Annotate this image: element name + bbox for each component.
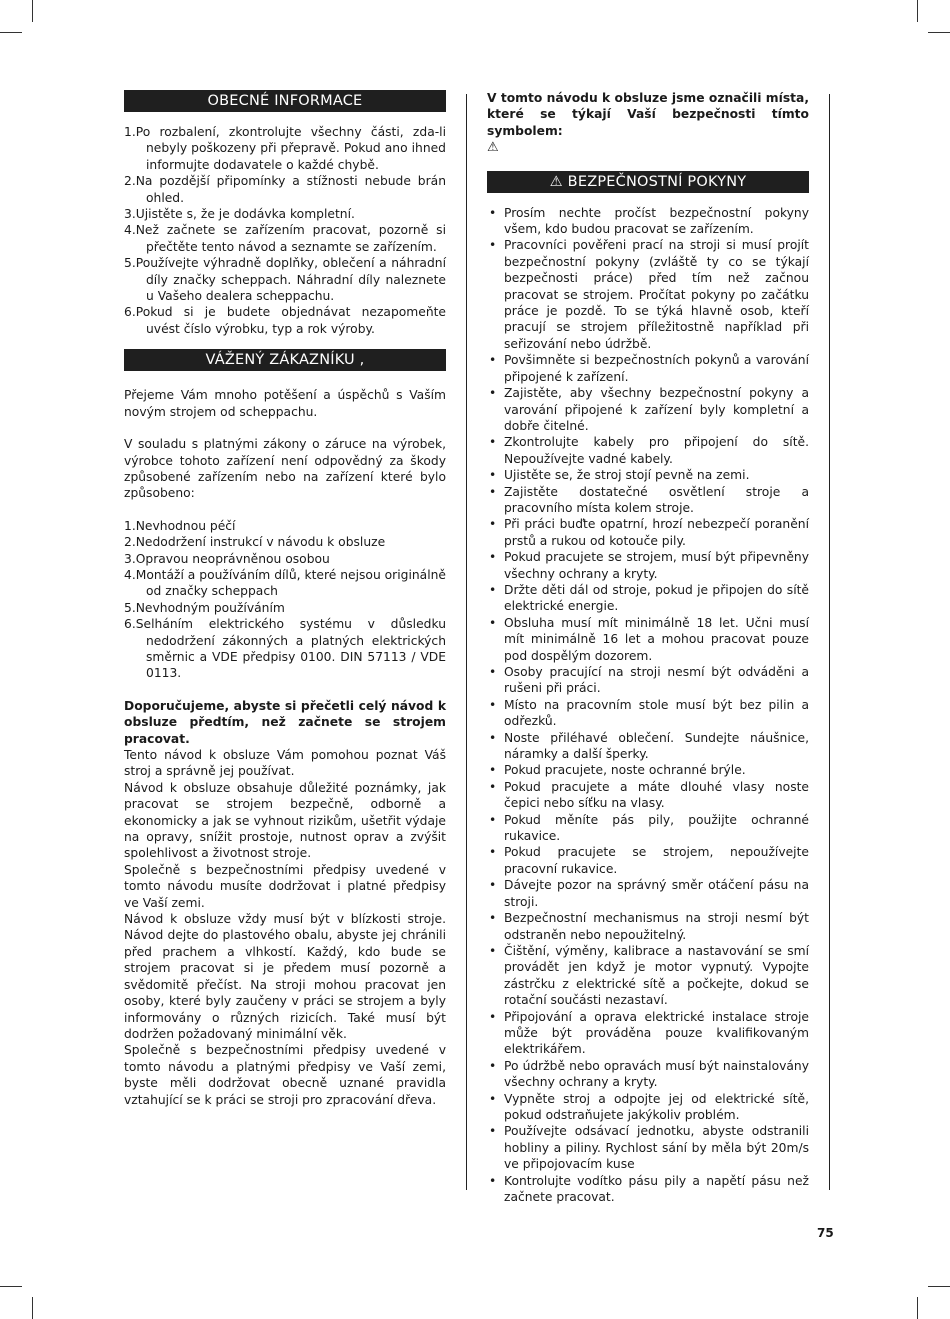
list-item: • Zajistěte, aby všechny bezpečnostní pokyny a varování připojené k zařízení byly kompletní a dobře čitelné. — [487, 385, 809, 434]
list-item: • Pracovníci pověřeni prací na stroji si musí projít bezpečnostní pokyny (zvláště ty co se týkají bezpečnosti práce) před tím než začnou pracovat se strojem. Pročítat pokyny po začátku práce je pozdě. To se týká hlavně osob, kteří pracují se strojem příležitostně například při seřizování nebo údržbě. — [487, 237, 809, 352]
list-item: • Vypněte stroj a odpojte jej od elektrické sítě, pokud odstraňujete jakýkoliv problém. — [487, 1091, 809, 1124]
liability-paragraph: V souladu s platnými zákony o záruce na výrobek, výrobce tohoto zařízení není odpovědný za škody způsobené zařízením nebo na zařízení které bylo způsobeno: — [124, 437, 446, 501]
manual-paragraph: Společně s bezpečnostními předpisy uvedené v tomto návodu a platnými předpisy ve Vaší zemi, byste měli dodržovat obecně uznané pravidla vztahující se k práci se stroji pro zpracování dřeva. — [124, 1043, 446, 1107]
column-divider-right — [829, 94, 830, 1190]
list-item: • Držte děti dál od stroje, pokud je připojen do sítě elektrické energie. — [487, 582, 809, 615]
crop-mark — [32, 0, 33, 22]
list-item: • Pokud pracujete se strojem, musí být připevněny všechny ochrany a kryty. — [487, 549, 809, 582]
left-column — [124, 90, 446, 1108]
crop-mark — [917, 0, 918, 22]
manual-paragraph: Společně s bezpečnostními předpisy uvedené v tomto návodu musíte dodržovat i platné předpisy ve Vaší zemi. — [124, 862, 446, 910]
list-item: • Po údržbě nebo opravách musí být nainstalovány všechny ochrany a kryty. — [487, 1058, 809, 1091]
list-item: • Používejte odsávací jednotku, abyste odstranili hobliny a piliny. Rychlost sání by měla být 20m/s ve připojovacím kuse — [487, 1123, 809, 1172]
list-item: • Při práci buďte opatrní, hrozí nebezpečí poranění prstů a rukou od kotouče pily. — [487, 516, 809, 549]
list-item: • Pokud pracujete, noste ochranné brýle. — [487, 762, 809, 778]
recommendation-bold: Doporučujeme, abyste si přečetli celý návod k obsluze předtím, než začnete se strojem pracovat. — [124, 698, 446, 746]
safety-intro-text: V tomto návodu k obsluze jsme označili místa, které se týkají Vaší bezpečnosti tímto symbolem: — [487, 91, 809, 138]
list-item: • Kontrolujte vodítko pásu pily a napětí pásu než začnete pracovat. — [487, 1173, 809, 1206]
list-item: • Pokud pracujete se strojem, nepoužívejte pracovní rukavice. — [487, 844, 809, 877]
crop-mark — [0, 32, 22, 33]
right-column — [487, 90, 809, 1205]
list-item: 1.Po rozbalení, zkontrolujte všechny části, zda-li nebyly poškozeny při přepravě. Pokud ano ihned informujte dodavatele o každé chybě. — [124, 125, 446, 172]
general-info-list — [124, 124, 446, 337]
crop-mark — [32, 1297, 33, 1319]
list-item: 6.Selháním elektrického systému v důsledku nedodržení zákonných a platných elektrických směrnic a VDE předpisy 0100. DIN 57113 / VDE 0113. — [124, 617, 446, 681]
list-item: • Pokud měníte pás pily, použijte ochranné rukavice. — [487, 812, 809, 845]
list-item: • Osoby pracující na stroji nesmí být odváděni a rušeni při práci. — [487, 664, 809, 697]
list-item: • Připojování a oprava elektrické instalace stroje může být prováděna pouze kvalifikovaným elektrikářem. — [487, 1009, 809, 1058]
list-item: 4.Než začnete se zařízením pracovat, pozorně si přečtěte tento návod a seznamte se zařízením. — [124, 223, 446, 254]
list-item: 5.Nevhodným používáním — [124, 600, 285, 615]
crop-mark — [928, 1286, 950, 1287]
safety-list — [487, 205, 809, 1206]
list-item: • Noste přiléhavé oblečení. Sundejte náušnice, náramky a další šperky. — [487, 730, 809, 763]
list-item: 1.Nevhodnou péčí — [124, 518, 236, 533]
list-item: • Zkontrolujte kabely pro připojení do sítě. Nepoužívejte vadné kabely. — [487, 434, 809, 467]
heading-safety: ⚠ BEZPEČNOSTNÍ POKYNY — [487, 171, 809, 193]
list-item: 2.Nedodržení instrukcí v návodu k obsluze — [124, 535, 386, 550]
column-divider — [466, 94, 467, 1190]
list-item: • Čištění, výměny, kalibrace a nastavování se smí provádět jen když je motor vypnutý. Vypojte zástrčku z elektrické sítě a počkejte, dokud se rotační součásti nezastaví. — [487, 943, 809, 1009]
list-item: • Prosím nechte pročíst bezpečnostní pokyny všem, kdo budou pracovat se zařízením. — [487, 205, 809, 238]
list-item: • Dávejte pozor na správný směr otáčení pásu na stroji. — [487, 877, 809, 910]
list-item: • Povšimněte si bezpečnostních pokynů a varování připojené k zařízení. — [487, 352, 809, 385]
manual-paragraph: Tento návod k obsluze Vám pomohou poznat Váš stroj a správně jej používat. — [124, 748, 446, 779]
list-item: • Pokud pracujete a máte dlouhé vlasy noste čepici nebo síťku na vlasy. — [487, 779, 809, 812]
list-item: 3.Ujistěte s, že je dodávka kompletní. — [124, 207, 355, 222]
greeting-paragraph: Přejeme Vám mnoho potěšení a úspěchů s Vaším novým strojem od scheppachu. — [124, 388, 446, 419]
list-item: 6.Pokud si je budete objednávat nezapomeňte uvést číslo výrobku, typ a rok výroby. — [124, 305, 446, 336]
list-item: 5.Používejte výhradně doplňky, oblečení a náhradní díly značky scheppach. Náhradní díly naleznete u Vašeho dealera scheppachu. — [124, 256, 446, 304]
list-item: 4.Montáží a používáním dílů, které nejsou originálně od značky scheppach — [124, 567, 446, 599]
list-item: 3.Opravou neoprávněnou osobou — [124, 551, 330, 566]
manual-paragraph: Návod k obsluze vždy musí být v blízkosti stroje. Návod dejte do plastového obalu, abyste jej chránili před prachem a vlhkostí. Každý, kdo bude se strojem pracovat si je předem musí pozorně a svědomitě přečíst. Na stroji mohou pracovat jen osoby, které byly zaučeny v práci se strojem a byly informovány o různých rizicích. Také musí být dodržen požadovaný minimální věk. — [124, 912, 446, 1041]
page-number: 75 — [817, 1226, 834, 1240]
list-item: • Místo na pracovním stole musí být bez pilin a odřezků. — [487, 697, 809, 730]
crop-mark — [928, 32, 950, 33]
heading-dear-customer: VÁŽENÝ ZÁKAZNÍKU , — [124, 349, 446, 371]
manual-paragraph: Návod k obsluze obsahuje důležité poznámky, jak pracovat se strojem bezpečně, odborně a ekonomicky a jak se vyhnout rizikům, ušetřit výdaje na opravy, snížit prostoje, nutnost oprav a zvýšit spolehlivost a životnost stroje. — [124, 780, 446, 861]
list-item: • Bezpečnostní mechanismus na stroji nesmí být odstraněn nebo nepoužitelný. — [487, 910, 809, 943]
list-item: 2.Na pozdější připomínky a stížnosti nebude brán ohled. — [124, 174, 446, 205]
list-item: • Obsluha musí mít minimálně 18 let. Učni musí mít minimálně 16 let a mohou pracovat pouze pod dospělým dozorem. — [487, 615, 809, 664]
causes-list — [124, 518, 446, 682]
crop-mark — [0, 1286, 22, 1287]
crop-mark — [917, 1297, 918, 1319]
list-item: • Ujistěte se, že stroj stojí pevně na zemi. — [487, 467, 809, 483]
warning-icon: ⚠ — [487, 140, 499, 156]
safety-intro — [487, 90, 809, 157]
heading-general-info: OBECNÉ INFORMACE — [124, 90, 446, 112]
list-item: • Zajistěte dostatečné osvětlení stroje a pracovního místa kolem stroje. — [487, 484, 809, 517]
